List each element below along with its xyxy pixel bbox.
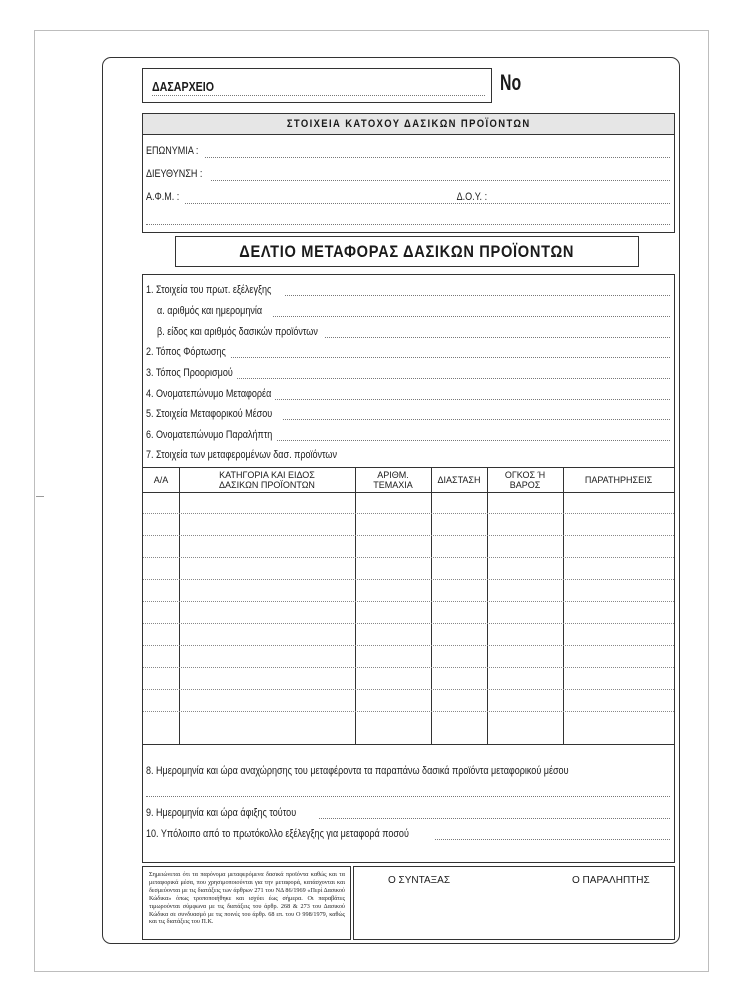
- document-title-box: [175, 236, 639, 267]
- afm-label: Α.Φ.Μ. :: [146, 191, 180, 203]
- legal-note-box: [142, 866, 351, 940]
- address-label: ΔΙΕΥΘΥΝΣΗ :: [146, 168, 203, 180]
- item-4-field[interactable]: [275, 399, 670, 400]
- item-5-label: 5. Στοιχεία Μεταφορικού Μέσου: [146, 408, 273, 420]
- archive-box: [142, 68, 492, 103]
- details-section: [142, 274, 675, 863]
- issuer-signature-label: Ο ΣΥΝΤΑΞΑΣ: [388, 875, 451, 886]
- legal-note: Σημειώνεται ότι τα παρόνομα μεταφερόμενα δασικά προϊόντα καθώς και τα μεταφορικά μέσα, που χρησιμοποιούνται για την μεταφορά, κατάσχονται και δεσμεύονται με τις διατάξεις των άρθρων 271 του ΝΔ 86/1969 «Περί Δασικού Κώδικα» όπως τροποποιήθηκε και ισχύει έως σήμερα. Οι παραβάτες τιμωρούνται σύμφωνα με τις διατάξεις του άρθρ. 268 & 273 του Δασικού Κώδικα σε συνδυασμό με τις ποινές του άρθρ. 68 επ. του Ο 998/1979, καθώς και τις διατάξεις του Π.Κ.: [149, 871, 345, 926]
- col-header-aa: Α/Α: [153, 475, 169, 485]
- item-8-field[interactable]: [146, 796, 670, 797]
- col-header-category: ΚΑΤΗΓΟΡΙΑ ΚΑΙ ΕΙΔΟΣ ΔΑΣΙΚΩΝ ΠΡΟΪΟΝΤΩΝ: [219, 470, 315, 490]
- number-label: Νο: [500, 70, 522, 95]
- table-header: [143, 468, 674, 493]
- col-header-volume: ΟΓΚΟΣ Ή ΒΑΡΟΣ: [504, 470, 546, 490]
- table-row[interactable]: [143, 513, 674, 514]
- item-9-field[interactable]: [319, 818, 670, 819]
- item-1-field[interactable]: [285, 295, 670, 296]
- afm-field[interactable]: [185, 203, 670, 204]
- table-col-divider: [355, 468, 356, 744]
- extra-field[interactable]: [146, 224, 670, 225]
- item-1b-field[interactable]: [325, 337, 670, 338]
- table-col-divider: [179, 468, 180, 744]
- table-row[interactable]: [143, 667, 674, 668]
- table-row[interactable]: [143, 535, 674, 536]
- table-col-divider: [431, 468, 432, 744]
- products-table: [143, 467, 674, 745]
- item-2-label: 2. Τόπος Φόρτωσης: [146, 346, 226, 358]
- item-7-label: 7. Στοιχεία των μεταφερομένων δασ. προϊόντων: [146, 449, 337, 461]
- holder-section: [142, 113, 675, 233]
- holder-title-bar: [143, 114, 674, 135]
- item-2-field[interactable]: [231, 357, 670, 358]
- item-3-field[interactable]: [237, 378, 670, 379]
- item-3-label: 3. Τόπος Προορισμού: [146, 367, 233, 379]
- address-field[interactable]: [211, 180, 670, 181]
- table-row[interactable]: [143, 623, 674, 624]
- archive-label: ΔΑΣΑΡΧΕΙΟ: [152, 79, 215, 94]
- fold-mark: [36, 496, 44, 497]
- item-1b-label: β. είδος και αριθμός δασικών προϊόντων: [157, 326, 318, 338]
- table-col-divider: [563, 468, 564, 744]
- item-6-field[interactable]: [277, 440, 670, 441]
- document-title: ΔΕΛΤΙΟ ΜΕΤΑΦΟΡΑΣ ΔΑΣΙΚΩΝ ΠΡΟΪΟΝΤΩΝ: [239, 242, 575, 261]
- table-row[interactable]: [143, 711, 674, 712]
- table-row[interactable]: [143, 645, 674, 646]
- col-header-remarks: ΠΑΡΑΤΗΡΗΣΕΙΣ: [584, 475, 653, 485]
- item-10-label: 10. Υπόλοιπο από το πρωτόκολλο εξέλεγξης για μεταφορά ποσού: [146, 828, 409, 840]
- table-row[interactable]: [143, 689, 674, 690]
- table-col-divider: [487, 468, 488, 744]
- archive-field-line: [152, 95, 485, 96]
- col-header-count: ΑΡΙΘΜ. ΤΕΜΑΧΙΑ: [373, 470, 413, 490]
- item-1a-field[interactable]: [273, 316, 670, 317]
- item-1-label: 1. Στοιχεία του πρωτ. εξέλεγξης: [146, 284, 272, 296]
- col-header-dimension: ΔΙΑΣΤΑΣΗ: [437, 475, 481, 485]
- item-4-label: 4. Ονοματεπώνυμο Μεταφορέα: [146, 388, 272, 400]
- item-10-field[interactable]: [435, 839, 670, 840]
- item-6-label: 6. Ονοματεπώνυμο Παραλήπτη: [146, 429, 273, 441]
- signature-box: [353, 866, 675, 940]
- item-9-label: 9. Ημερομηνία και ώρα άφιξης τούτου: [146, 807, 297, 819]
- item-5-field[interactable]: [283, 419, 670, 420]
- item-8-label: 8. Ημερομηνία και ώρα αναχώρησης του μεταφέροντα τα παραπάνω δασικά προϊόντα μεταφορικού μέσου: [146, 765, 569, 777]
- name-label: ΕΠΩΝΥΜΙΑ :: [146, 145, 199, 157]
- table-row[interactable]: [143, 557, 674, 558]
- holder-title: ΣΤΟΙΧΕΙΑ ΚΑΤΟΧΟΥ ΔΑΣΙΚΩΝ ΠΡΟΪΟΝΤΩΝ: [286, 118, 531, 130]
- doy-label: Δ.Ο.Υ. :: [456, 191, 488, 203]
- name-field[interactable]: [205, 157, 670, 158]
- item-1a-label: α. αριθμός και ημερομηνία: [157, 305, 263, 317]
- table-row[interactable]: [143, 601, 674, 602]
- recipient-signature-label: Ο ΠΑΡΑΛΗΠΤΗΣ: [572, 875, 650, 886]
- table-row[interactable]: [143, 579, 674, 580]
